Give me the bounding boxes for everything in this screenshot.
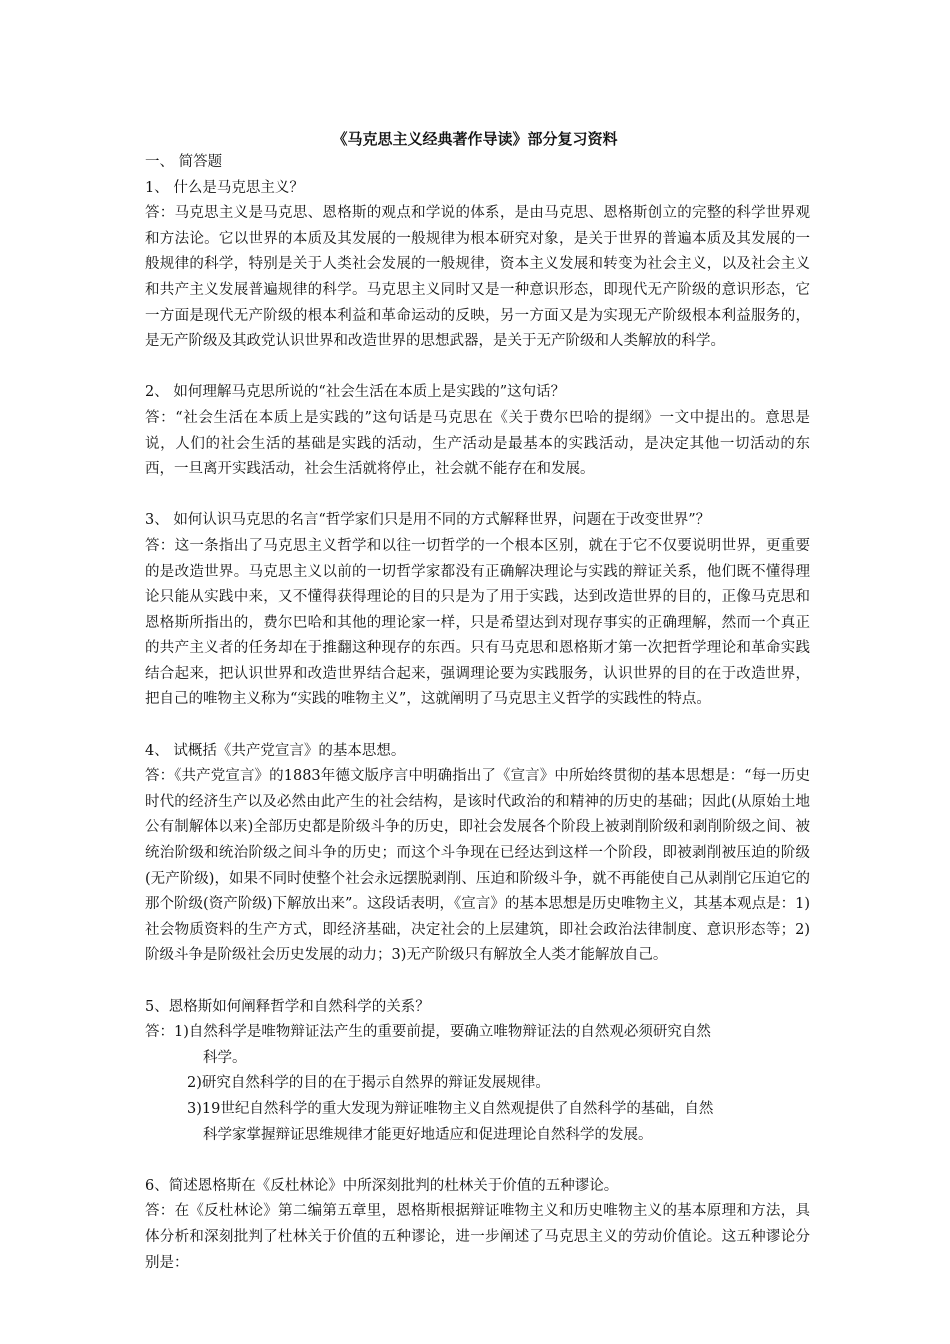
question-1: 1、 什么是马克思主义？: [145, 179, 304, 196]
answer-5-line-5: 科学家掌握辩证思维规律才能更好地适应和促进理论自然科学的发展。: [203, 1126, 653, 1143]
answer-6: 答：在《反杜林论》第二编第五章里，恩格斯根据辩证唯物主义和历史唯物主义的基本原理和方法，具体分析和深刻批判了杜林关于价值的五种谬论，进一步阐述了马克思主义的劳动价值论。这五种谬论分别是：: [145, 1203, 810, 1271]
spacer: [145, 1148, 810, 1174]
answer-3: 答：这一条指出了马克思主义哲学和以往一切哲学的一个根本区别，就在于它不仅要说明世界，更重要的是改造世界。马克思主义以前的一切哲学家都没有正确解决理论与实践的辩证关系，他们既不懂得理论只能从实践中来，又不懂得获得理论的目的只是为了用于实践，达到改造世界的目的，正像马克思和恩格斯所指出的，费尔巴哈和其他的理论家一样，只是希望达到对现存事实的正确理解，然而一个真正的共产主义者的任务却在于推翻这种现存的东西。只有马克思和恩格斯才第一次把哲学理论和革命实践结合起来，把认识世界和改造世界结合起来，强调理论要为实践服务，认识世界的目的在于改造世界，把自己的唯物主义称为“实践的唯物主义”，这就阐明了马克思主义哲学的实践性的特点。: [145, 537, 810, 708]
question-6: 6、简述恩格斯在《反杜林论》中所深刻批判的杜林关于价值的五种谬论。: [145, 1177, 619, 1194]
document-title: 《马克思主义经典著作导读》部分复习资料: [332, 130, 618, 148]
spacer: [145, 969, 810, 995]
answer-2: 答：“社会生活在本质上是实践的”这句话是马克思在《关于费尔巴哈的提纲》一文中提出的。意思是说，人们的社会生活的基础是实践的活动，生产活动是最基本的实践活动，是决定其他一切活动的东西，一旦离开实践活动，社会生活就将停止，社会就不能存在和发展。: [145, 409, 810, 478]
document-body: [145, 150, 810, 1276]
spacer: [145, 355, 810, 381]
spacer: [145, 483, 810, 509]
spacer: [145, 713, 810, 739]
answer-1: 答：马克思主义是马克思、恩格斯的观点和学说的体系，是由马克思、恩格斯创立的完整的科学世界观和方法论。它以世界的本质及其发展的一般规律为根本研究对象，是关于世界的普遍本质及其发展的一般规律的科学，特别是关于人类社会发展的一般规律，资本主义发展和转变为社会主义，以及社会主义和共产主义发展普遍规律的科学。马克思主义同时又是一种意识形态，即现代无产阶级的意识形态，它一方面是现代无产阶级的根本利益和革命运动的反映，另一方面又是为实现无产阶级根本利益服务的，是无产阶级及其政党认识世界和改造世界的思想武器，是关于无产阶级和人类解放的科学。: [145, 205, 810, 350]
answer-5-line-1: 答：1)自然科学是唯物辩证法产生的重要前提，要确立唯物辩证法的自然观必须研究自然: [145, 1024, 711, 1041]
answer-5-line-3: 2)研究自然科学的目的在于揭示自然界的辩证发展规律。: [187, 1075, 550, 1092]
question-2: 2、 如何理解马克思所说的“社会生活在本质上是实践的”这句话？: [145, 384, 566, 401]
answer-4: 答：《共产党宣言》的1883年德文版序言中明确指出了《宣言》中所始终贯彻的基本思想是：“每一历史时代的经济生产以及必然由此产生的社会结构，是该时代政治的和精神的历史的基础；因此(从原始土地公有制解体以来)全部历史都是阶级斗争的历史，即社会发展各个阶段上被剥削阶级和剥削阶级之间、被统治阶级和统治阶级之间斗争的历史；而这个斗争现在已经达到这样一个阶段，即被剥削被压迫的阶级(无产阶级)，如果不同时使整个社会永远摆脱剥削、压迫和阶级斗争，就不再能使自己从剥削它压迫它的那个阶级(资产阶级)下解放出来”。这段话表明，《宣言》的基本思想是历史唯物主义，其基本观点是：1)社会物质资料的生产方式，即经济基础，决定社会的上层建筑，即社会政治法律制度、意识形态等；2)阶级斗争是阶级社会历史发展的动力；3)无产阶级只有解放全人类才能解放自己。: [145, 768, 810, 964]
answer-5-line-2: 科学。: [203, 1049, 247, 1066]
answer-5-line-4: 3)19世纪自然科学的重大发现为辩证唯物主义自然观提供了自然科学的基础，自然: [187, 1100, 714, 1117]
section-heading: 一、 简答题: [145, 154, 223, 170]
question-5: 5、恩格斯如何阐释哲学和自然科学的关系？: [145, 998, 430, 1015]
question-4: 4、 试概括《共产党宣言》的基本思想。: [145, 742, 406, 759]
question-3: 3、 如何认识马克思的名言“哲学家们只是用不同的方式解释世界，问题在于改变世界”？: [145, 512, 711, 529]
